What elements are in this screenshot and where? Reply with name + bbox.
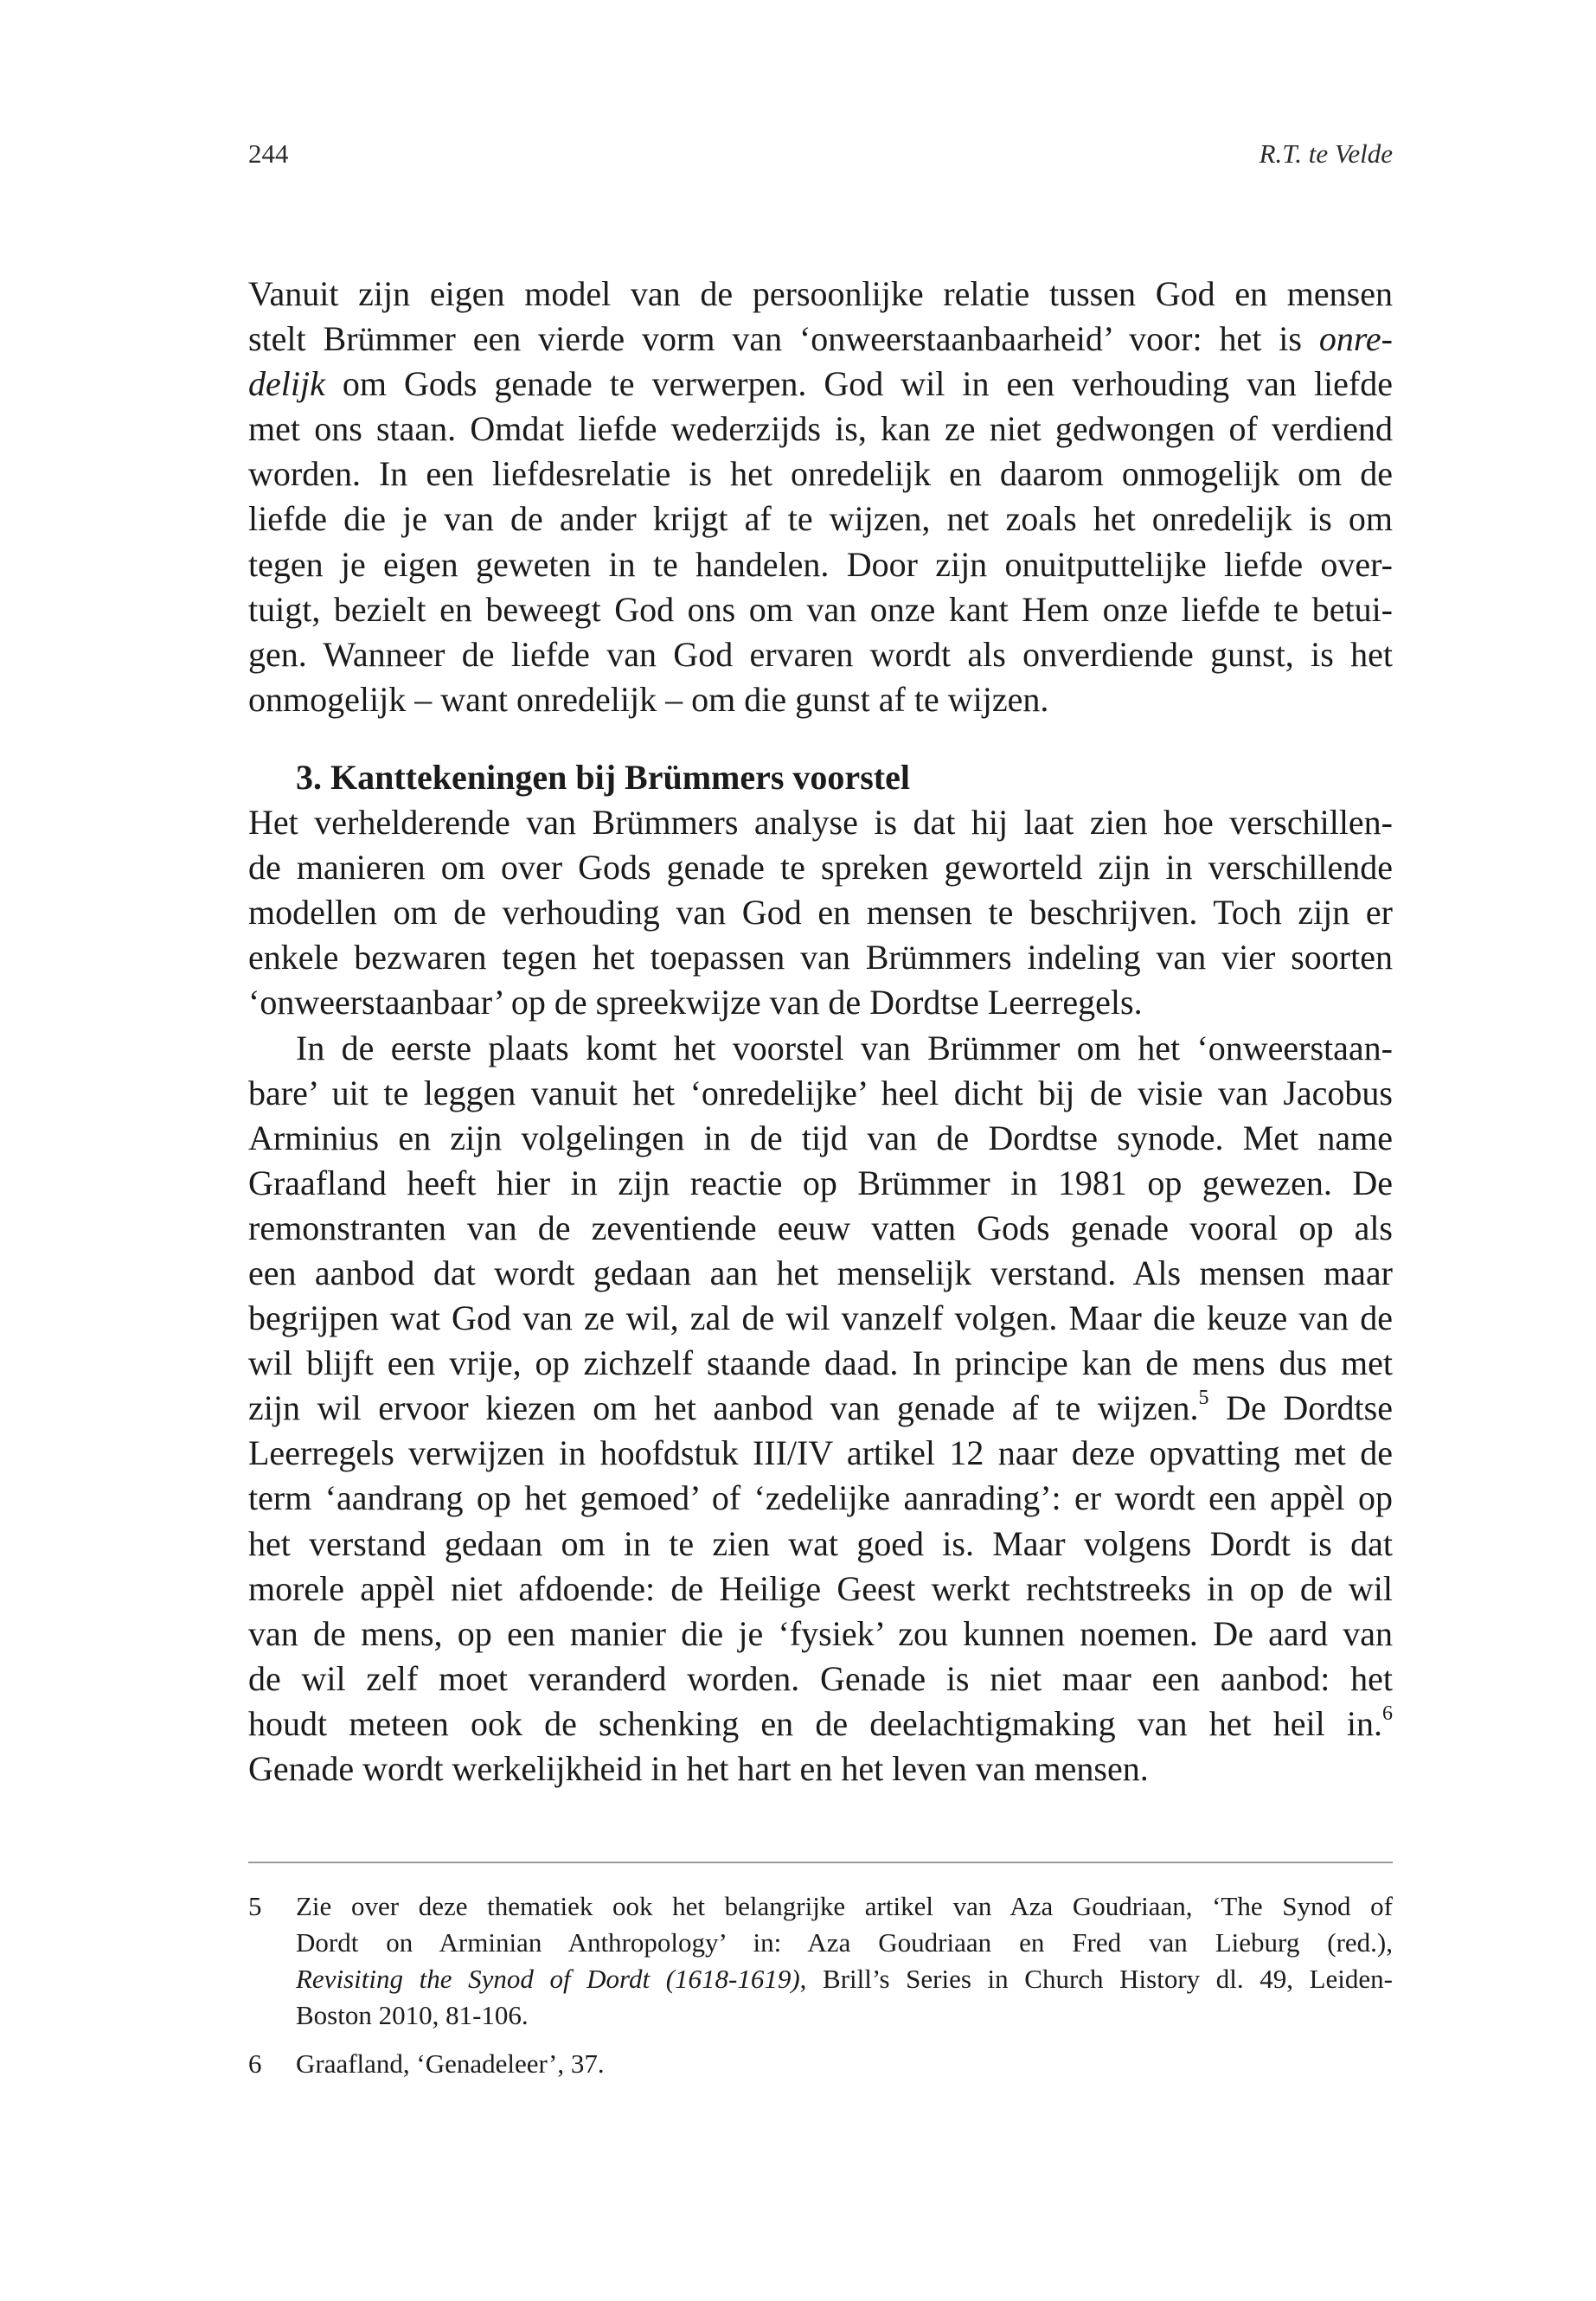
text-line: liefde die je van de ander krijgt af te wijzen, net zoals het onredelijk is om: [248, 499, 1393, 539]
footnote-ref-6[interactable]: 6: [1382, 1702, 1393, 1725]
page-number: 244: [248, 138, 289, 169]
paragraph-3: [248, 1026, 1393, 1792]
text-line: wil blijft een vrije, op zichzelf staande daad. In principe kan de mens dus met: [248, 1343, 1393, 1383]
text-line: Leerregels verwijzen in hoofdstuk III/IV artikel 12 naar deze opvatting met de: [248, 1433, 1393, 1473]
text-line: morele appèl niet afdoende: de Heilige Geest werkt rechtstreeks in op de wil: [248, 1568, 1393, 1608]
text-line: tegen je eigen geweten in te handelen. Door zijn onuitputtelijke liefde over-: [248, 544, 1393, 584]
text-line: term ‘aandrang op het gemoed’ of ‘zedelijke aanrading’: er wordt een appèl op: [248, 1478, 1393, 1518]
text-line: stelt Brümmer een vierde vorm van ‘onweerstaanbaarheid’ voor: het is onre-: [248, 319, 1393, 359]
footnote-line: Revisiting the Synod of Dordt (1618-1619), Brill’s Series in Church History dl. 49, Leiden-: [296, 1964, 1393, 1994]
footnote-line: Dordt on Arminian Anthropology’ in: Aza Goudriaan en Fred van Lieburg (red.),: [296, 1927, 1393, 1958]
text-line: bare’ uit te leggen vanuit het ‘onredelijke’ heel dicht bij de visie van Jacobus: [248, 1073, 1393, 1112]
text-line: Vanuit zijn eigen model van de persoonlijke relatie tussen God en mensen: [248, 274, 1393, 313]
footnote-text: [296, 2046, 1393, 2082]
italic-title: Revisiting the Synod of Dordt (1618-1619): [296, 1964, 800, 1994]
text-line: delijk om Gods genade te verwerpen. God wil in een verhouding van liefde: [248, 364, 1393, 404]
text-line: Arminius en zijn volgelingen in de tijd van de Dordtse synode. Met name: [248, 1118, 1393, 1157]
text-line: gen. Wanneer de liefde van God ervaren wordt als onverdiende gunst, is het: [248, 634, 1393, 674]
footnote-6: [248, 2046, 1393, 2082]
text-line: ‘onweerstaanbaar’ op de spreekwijze van de Dordtse Leerregels.: [248, 983, 1143, 1022]
text-line: van de mens, op een manier die je ‘fysiek’ zou kunnen noemen. De aard van: [248, 1613, 1393, 1653]
section-heading: 3. Kanttekeningen bij Brümmers voorstel: [296, 757, 910, 797]
text-line: onmogelijk – want onredelijk – om die gunst af te wijzen.: [248, 679, 1049, 719]
italic-term: delijk: [248, 364, 325, 404]
text-line: de manieren om over Gods genade te spreken geworteld zijn in verschillende: [248, 848, 1393, 888]
footnote-text: [296, 1888, 1393, 2034]
text-line: begrijpen wat God van ze wil, zal de wil vanzelf volgen. Maar die keuze van de: [248, 1298, 1393, 1338]
text-line: In de eerste plaats komt het voorstel van Brümmer om het ‘onweerstaan-: [296, 1028, 1393, 1067]
footnotes: [248, 1888, 1393, 2094]
text-line: zijn wil ervoor kiezen om het aanbod van genade af te wijzen.$^5$ De Dordtse: [248, 1387, 1393, 1428]
running-head-author: R.T. te Velde: [1259, 138, 1393, 169]
footnote-line: Zie over deze thematiek ook het belangrijke artikel van Aza Goudriaan, ‘The Synod of: [296, 1891, 1393, 1921]
paragraph-1: [248, 272, 1393, 722]
italic-term: onre-: [1318, 319, 1393, 359]
text-line: enkele bezwaren tegen het toepassen van Brümmers indeling van vier soorten: [248, 938, 1393, 977]
footnote-separator: [248, 1862, 1393, 1863]
footnote-number: 6: [248, 2048, 262, 2079]
text-line: houdt meteen ook de schenking en de deelachtigmaking van het heil in.$^6$: [248, 1702, 1393, 1743]
text-line: Genade wordt werkelijkheid in het hart en het leven van mensen.: [248, 1749, 1149, 1788]
text-line: Graafland heeft hier in zijn reactie op Brümmer in 1981 op gewezen. De: [248, 1163, 1393, 1202]
text-line: met ons staan. Omdat liefde wederzijds is, kan ze niet gedwongen of verdiend: [248, 409, 1393, 449]
footnote-ref-5[interactable]: 5: [1198, 1387, 1209, 1410]
text-line: het verstand gedaan om in te zien wat goed is. Maar volgens Dordt is dat: [248, 1523, 1393, 1563]
footnote-line: Boston 2010, 81-106.: [296, 2000, 529, 2030]
footnote-line: Graafland, ‘Genadeleer’, 37.: [296, 2048, 605, 2079]
text-line: worden. In een liefdesrelatie is het onredelijk en daarom onmogelijk om de: [248, 454, 1393, 494]
text-line: de wil zelf moet veranderd worden. Genade is niet maar een aanbod: het: [248, 1658, 1393, 1698]
footnote-number: 5: [248, 1891, 262, 1921]
text-line: Het verhelderende van Brümmers analyse is dat hij laat zien hoe verschillen-: [248, 803, 1393, 843]
text-line: remonstranten van de zeventiende eeuw vatten Gods genade vooral op als: [248, 1208, 1393, 1247]
text-line: een aanbod dat wordt gedaan aan het menselijk verstand. Als mensen maar: [248, 1253, 1393, 1292]
footnote-5: [248, 1888, 1393, 2034]
paragraph-2: [248, 800, 1393, 1025]
body-text: [248, 272, 1393, 1791]
text-line: modellen om de verhouding van God en mensen te beschrijven. Toch zijn er: [248, 893, 1393, 933]
text-line: tuigt, bezielt en beweegt God ons om van onze kant Hem onze liefde te betui-: [248, 589, 1393, 629]
